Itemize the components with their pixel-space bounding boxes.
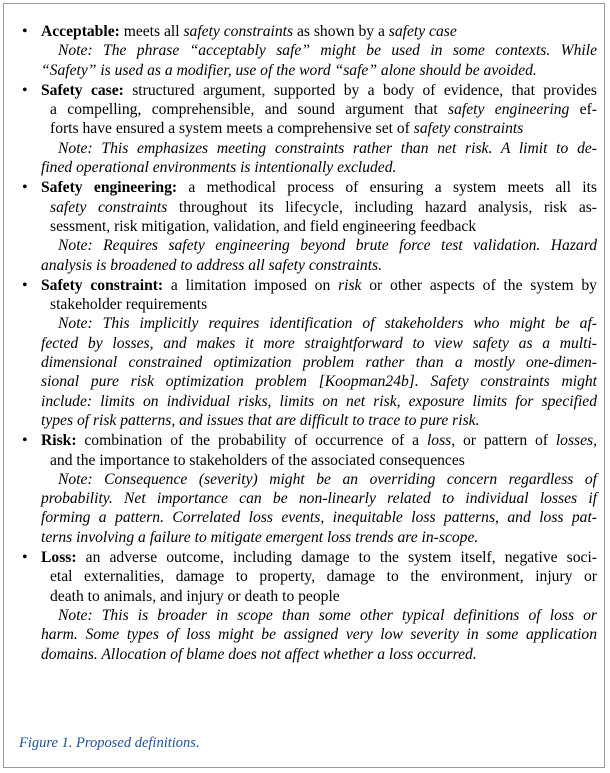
note-line: Note: This is broader in scope than some other typical definitions of loss or xyxy=(58,606,597,624)
definition-note xyxy=(41,606,597,664)
bullet-icon: • xyxy=(22,81,28,99)
definition-text xyxy=(41,276,597,315)
definition-line: stakeholder requirements xyxy=(50,296,208,314)
note-line: types of risk patterns, and issues that are difficult to trace to pure risk. xyxy=(41,411,480,429)
definition-line: Safety engineering: a methodical process of ensuring a system meets all its xyxy=(41,179,597,197)
term-label: Risk: xyxy=(41,432,77,450)
definition-text xyxy=(41,178,597,236)
definition-note xyxy=(41,41,597,80)
definition-text xyxy=(41,431,597,470)
definition-line: death to animals, and injury or death to people xyxy=(50,587,340,605)
note-line: forming a pattern. Correlated loss events, inequitable loss patterns, and loss pat- xyxy=(41,509,597,527)
definition-line: sessment, risk mitigation, validation, and field engineering feedback xyxy=(50,217,477,235)
definition-line: safety constraints throughout its lifecycle, including hazard analysis, risk as- xyxy=(50,198,597,216)
bullet-icon: • xyxy=(22,432,28,450)
note-line: domains. Allocation of blame does not affect whether a loss occurred. xyxy=(41,645,477,663)
note-line: fined operational environments is intentionally excluded. xyxy=(41,159,397,177)
note-line: fected by losses, and makes it more straightforward to view safety as a multi- xyxy=(41,334,597,352)
note-line: include: limits on individual risks, limits on net risk, exposure limits for specified xyxy=(41,392,597,410)
bullet-icon: • xyxy=(22,23,28,40)
term-label: Loss: xyxy=(41,549,77,567)
definition-note xyxy=(41,139,597,178)
definition-line: Risk: combination of the probability of occurrence of a loss, or pattern of losses, xyxy=(41,432,598,450)
note-line: probability. Net importance can be non-linearly related to individual losses if xyxy=(41,490,597,508)
note-line: harm. Some types of loss might be assigned very low severity in some application xyxy=(41,626,597,644)
note-line: “Safety” is used as a modifier, use of the word “safe” alone should be avoided. xyxy=(41,61,537,79)
term-label: Safety case: xyxy=(41,81,124,99)
definition-line: Safety case: structured argument, supported by a body of evidence, that provides xyxy=(41,81,597,99)
definition-text xyxy=(41,548,597,606)
note-line: Note: This emphasizes meeting constraints rather than net risk. A limit to de- xyxy=(58,139,597,157)
bullet-icon: • xyxy=(22,549,28,567)
definition-line: Acceptable: meets all safety constraints as shown by a safety case xyxy=(41,23,457,40)
note-line: terns involving a failure to mitigate emergent loss trends are in-scope. xyxy=(41,528,479,546)
definition-entry xyxy=(22,22,597,80)
note-line: analysis is broadened to address all safety constraints. xyxy=(41,256,383,274)
definition-note xyxy=(41,470,597,547)
definition-line: forts have ensured a system meets a comprehensive set of safety constraints xyxy=(50,120,524,138)
term-label: Acceptable: xyxy=(41,23,120,40)
note-line: Note: Requires safety engineering beyond brute force test validation. Hazard xyxy=(58,237,597,255)
note-line: Note: The phrase “acceptably safe” might be used in some contexts. While xyxy=(58,42,597,60)
note-line: sional pure risk optimization problem [Koopman24b]. Safety constraints might xyxy=(41,373,597,391)
term-label: Safety engineering: xyxy=(41,179,178,197)
bullet-icon: • xyxy=(22,276,28,294)
term-label: Safety constraint: xyxy=(41,276,164,294)
definition-entry xyxy=(22,178,597,274)
definition-entry xyxy=(22,81,597,177)
definition-line: a compelling, comprehensible, and sound argument that safety engineering ef- xyxy=(50,101,597,119)
definition-text xyxy=(41,81,597,139)
definition-text xyxy=(41,22,597,41)
definition-line: etal externalities, damage to property, damage to the environment, injury or xyxy=(50,568,597,586)
definition-entry xyxy=(22,548,597,664)
definition-line: Safety constraint: a limitation imposed on risk or other aspects of the system by xyxy=(41,276,597,294)
definition-line: Loss: an adverse outcome, including damage to the system itself, negative soci- xyxy=(41,549,597,567)
definitions-list xyxy=(22,22,597,665)
definition-note xyxy=(41,236,597,275)
figure-frame xyxy=(3,3,605,768)
note-line: dimensional constrained optimization problem rather than a mostly one-dimen- xyxy=(41,354,597,372)
bullet-icon: • xyxy=(22,179,28,197)
definition-note xyxy=(41,314,597,430)
definition-entry xyxy=(22,276,597,430)
definition-line: and the importance to stakeholders of the associated consequences xyxy=(50,451,465,469)
figure-caption: Figure 1. Proposed definitions. xyxy=(19,735,200,751)
note-line: Note: This implicitly requires identification of stakeholders who might be af- xyxy=(58,315,597,333)
definition-entry xyxy=(22,431,597,547)
note-line: Note: Consequence (severity) might be an overriding concern regardless of xyxy=(58,470,597,488)
